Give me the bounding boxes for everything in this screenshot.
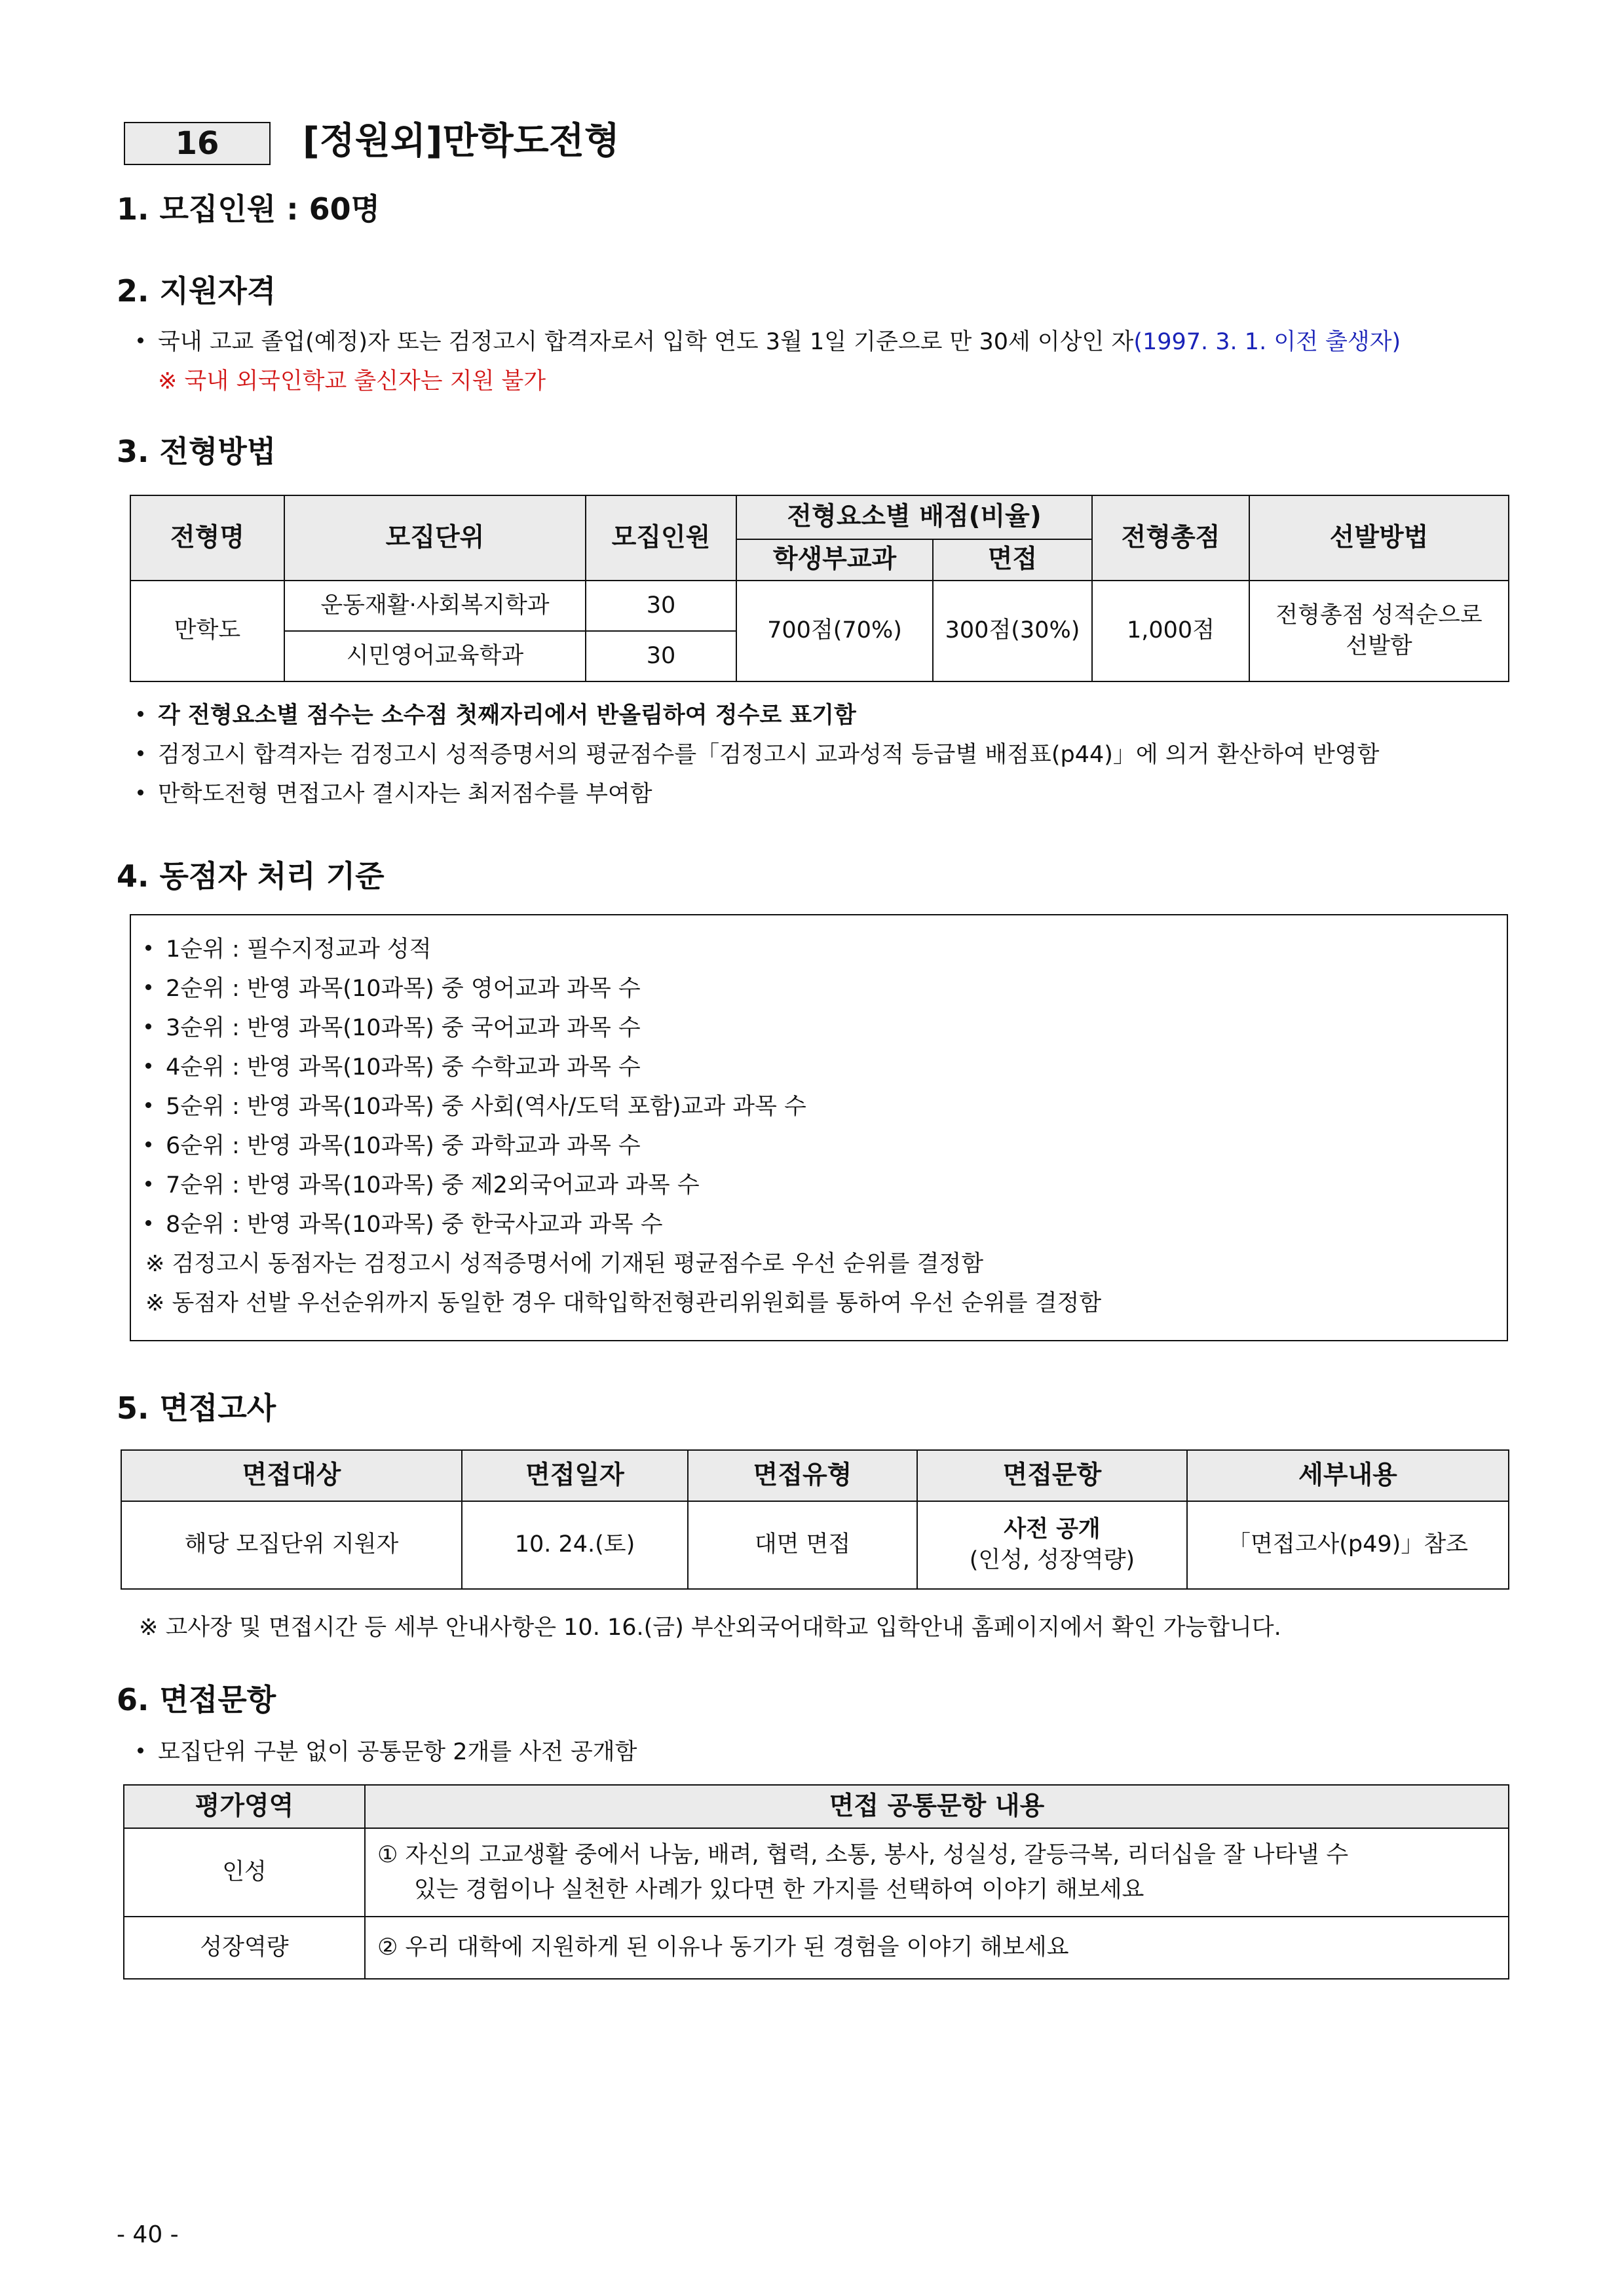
- col-header-detail: 세부내용: [1187, 1450, 1509, 1501]
- method-line-1: 전형총점 성적순으로: [1275, 602, 1482, 628]
- cell-area-1: 인성: [124, 1828, 365, 1917]
- tie-item-6: 6순위 : 반영 과목(10과목) 중 과학교과 과목 수: [145, 1132, 641, 1162]
- cell-count-2: 30: [586, 631, 736, 681]
- heading-interview-questions: 6. 면접문항: [117, 1682, 276, 1717]
- col-header-school-record: 학생부교과: [736, 539, 933, 581]
- col-header-method: 선발방법: [1249, 495, 1509, 581]
- col-header-question: 면접문항: [917, 1450, 1187, 1501]
- heading-eligibility: 2. 지원자격: [117, 273, 276, 309]
- bullet-icon: [145, 945, 151, 951]
- cell-method: [1249, 581, 1509, 681]
- cell-question-2: ② 우리 대학에 지원하게 된 이유나 동기가 된 경험을 이야기 해보세요: [365, 1917, 1509, 1979]
- interview-note: ※ 고사장 및 면접시간 등 세부 안내사항은 10. 16.(금) 부산외국어대학교 입학안내 홈페이지에서 확인 가능합니다.: [139, 1615, 1281, 1641]
- tie-item-4: 4순위 : 반영 과목(10과목) 중 수학교과 과목 수: [145, 1053, 641, 1083]
- heading-interview: 5. 면접고사: [117, 1390, 276, 1426]
- method-line-2: 선발함: [1346, 633, 1412, 659]
- cell-total-score: 1,000점: [1092, 581, 1249, 681]
- tie-item-1: 1순위 : 필수지정교과 성적: [145, 935, 432, 965]
- eligibility-bullet: [138, 328, 1401, 358]
- heading-selection-method: 3. 전형방법: [117, 434, 276, 469]
- heading-recruit-count: 1. 모집인원 : 60명: [117, 191, 381, 227]
- cell-unit-1: 운동재활·사회복지학과: [284, 581, 586, 631]
- bullet-icon: [138, 1748, 143, 1753]
- eligibility-birth-note: (1997. 3. 1. 이전 출생자): [1133, 329, 1401, 355]
- section-number: 16: [175, 125, 219, 162]
- section-number-box: [124, 122, 271, 165]
- tie-break-box: [130, 914, 1508, 1341]
- cell-type: 대면 면접: [688, 1501, 917, 1589]
- col-header-ratio: 전형요소별 배점(비율): [736, 495, 1092, 539]
- bullet-icon: [138, 750, 143, 756]
- cell-count-1: 30: [586, 581, 736, 631]
- col-header-content: 면접 공통문항 내용: [365, 1785, 1509, 1828]
- method-note-3: 만학도전형 면접고사 결시자는 최저점수를 부여함: [138, 780, 652, 810]
- cell-type-name: 만학도: [130, 581, 284, 681]
- cell-question-1: [365, 1828, 1509, 1917]
- question-public: 사전 공개: [1004, 1516, 1101, 1542]
- tie-item-8: 8순위 : 반영 과목(10과목) 중 한국사교과 과목 수: [145, 1210, 663, 1240]
- cell-target: 해당 모집단위 지원자: [121, 1501, 462, 1589]
- interview-table: [121, 1449, 1509, 1590]
- question-areas: (인성, 성장역량): [969, 1547, 1135, 1573]
- bullet-icon: [145, 1024, 151, 1029]
- col-header-unit: 모집단위: [284, 495, 586, 581]
- bullet-icon: [138, 790, 143, 795]
- col-header-date: 면접일자: [462, 1450, 688, 1501]
- selection-method-table: [130, 495, 1509, 682]
- bullet-icon: [145, 984, 151, 990]
- method-note-2: 검정고시 합격자는 검정고시 성적증명서의 평균점수를「검정고시 교과성적 등급별 배점표(p44)」에 의거 환산하여 반영함: [138, 740, 1379, 771]
- bullet-icon: [145, 1181, 151, 1187]
- method-note-1: 각 전형요소별 점수는 소수점 첫째자리에서 반올림하여 정수로 표기함: [138, 701, 856, 731]
- bullet-icon: [138, 711, 143, 717]
- heading-tie-break: 4. 동점자 처리 기준: [117, 858, 385, 894]
- col-header-interview: 면접: [933, 539, 1092, 581]
- col-header-area: 평가영역: [124, 1785, 365, 1828]
- tie-item-5: 5순위 : 반영 과목(10과목) 중 사회(역사/도덕 포함)교과 과목 수: [145, 1092, 806, 1122]
- bullet-icon: [145, 1141, 151, 1147]
- page-number: - 40 -: [117, 2221, 179, 2248]
- tie-item-7: 7순위 : 반영 과목(10과목) 중 제2외국어교과 과목 수: [145, 1171, 700, 1201]
- tie-item-3: 3순위 : 반영 과목(10과목) 중 국어교과 과목 수: [145, 1014, 641, 1044]
- col-header-type: 면접유형: [688, 1450, 917, 1501]
- bullet-icon: [145, 1063, 151, 1069]
- questions-table: [123, 1784, 1509, 1980]
- cell-school-score: 700점(70%): [736, 581, 933, 681]
- tie-item-2: 2순위 : 반영 과목(10과목) 중 영어교과 과목 수: [145, 974, 641, 1004]
- question-1-line-2: 있는 경험이나 실천한 사례가 있다면 한 가지를 선택하여 이야기 해보세요: [414, 1876, 1144, 1903]
- bullet-icon: [145, 1102, 151, 1108]
- col-header-total: 전형총점: [1092, 495, 1249, 581]
- cell-unit-2: 시민영어교육학과: [284, 631, 586, 681]
- cell-detail: 「면접고사(p49)」참조: [1187, 1501, 1509, 1589]
- tie-note-2: ※ 동점자 선발 우선순위까지 동일한 경우 대학입학전형관리위원회를 통하여 우선 순위를 결정함: [145, 1290, 1102, 1316]
- col-header-name: 전형명: [130, 495, 284, 581]
- cell-interview-score: 300점(30%): [933, 581, 1092, 681]
- bullet-icon: [145, 1220, 151, 1226]
- bullet-icon: [138, 337, 143, 343]
- section-title: [정원외]만학도전형: [303, 120, 620, 163]
- col-header-target: 면접대상: [121, 1450, 462, 1501]
- cell-question: [917, 1501, 1187, 1589]
- cell-area-2: 성장역량: [124, 1917, 365, 1979]
- questions-bullet: 모집단위 구분 없이 공통문항 2개를 사전 공개함: [138, 1738, 637, 1768]
- cell-date: 10. 24.(토): [462, 1501, 688, 1589]
- eligibility-exclusion-note: ※ 국내 외국인학교 출신자는 지원 불가: [158, 368, 546, 394]
- question-1-line-1: ① 자신의 고교생활 중에서 나눔, 배려, 협력, 소통, 봉사, 성실성, 갈등극복, 리더십을 잘 나타낼 수: [377, 1842, 1349, 1868]
- eligibility-text: 국내 고교 졸업(예정)자 또는 검정고시 합격자로서 입학 연도 3월 1일 기준으로 만 30세 이상인 자: [158, 329, 1134, 355]
- col-header-count: 모집인원: [586, 495, 736, 581]
- tie-note-1: ※ 검정고시 동점자는 검정고시 성적증명서에 기재된 평균점수로 우선 순위를 결정함: [145, 1251, 983, 1277]
